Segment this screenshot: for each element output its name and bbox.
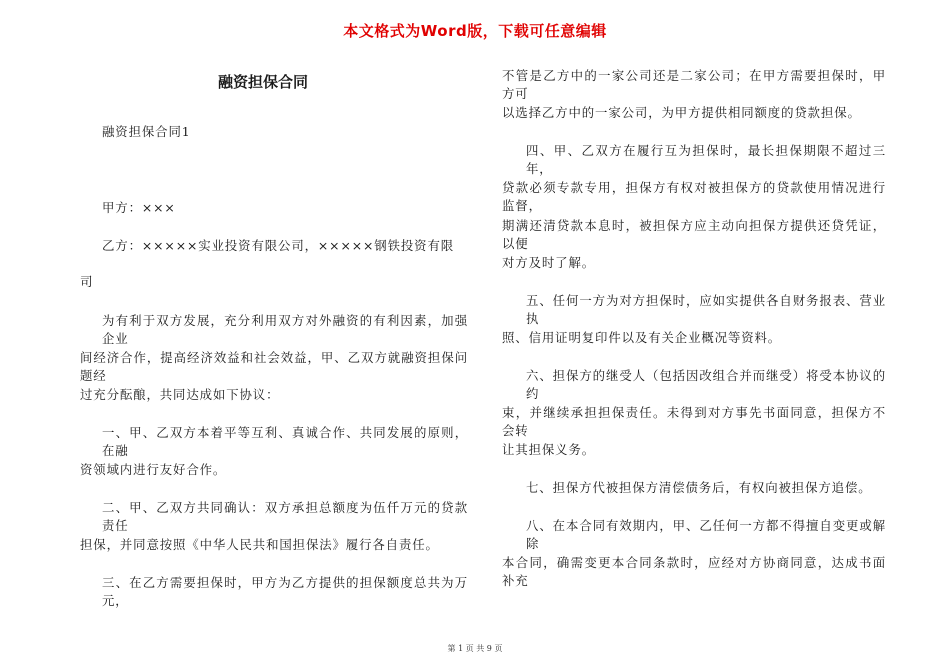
clause-6-line-2: 束，并继续承担担保责任。未得到对方事先书面同意，担保方不会转 <box>502 405 886 438</box>
party-b-line: 乙方：×××××实业投资有限公司，×××××钢铁投资有限 <box>102 238 455 253</box>
clause-4-line-3: 期满还清贷款本息时，被担保方应主动向担保方提供还贷凭证，以便 <box>502 218 886 251</box>
party-b-line-cont: 司 <box>80 274 94 289</box>
document-title: 融资担保合同 <box>217 73 308 91</box>
clause-6-line-1: 六、担保方的继受人（包括因改组合并而继受）将受本协议的约 <box>526 368 886 401</box>
clause-7-line-1: 七、担保方代被担保方清偿债务后，有权向被担保方追偿。 <box>526 480 872 495</box>
clause-4-line-2: 贷款必须专款专用，担保方有权对被担保方的贷款使用情况进行监督， <box>502 180 886 213</box>
preamble-line-3: 过充分酝酿，共同达成如下协议： <box>80 387 280 402</box>
preamble-line-2: 间经济合作，提高经济效益和社会效益，甲、乙双方就融资担保问题经 <box>80 350 468 383</box>
clause-4-line-1: 四、甲、乙双方在履行互为担保时，最长担保期限不超过三年， <box>526 143 886 176</box>
clause-8-line-1: 八、在本合同有效期内，甲、乙任何一方都不得擅自变更或解除 <box>526 518 886 551</box>
clause-2-line-2: 担保，并同意按照《中华人民共和国担保法》履行各自责任。 <box>80 537 439 552</box>
clause-1-line-2: 资领域内进行友好合作。 <box>80 462 227 477</box>
clause-5-line-2: 照、信用证明复印件以及有关企业概况等资料。 <box>502 330 782 345</box>
clause-1-line-1: 一、甲、乙双方本着平等互利、真诚合作、共同发展的原则，在融 <box>102 425 468 458</box>
clause-3-line-3: 以选择乙方中的一家公司，为甲方提供相同额度的贷款担保。 <box>502 105 861 120</box>
clause-4-line-4: 对方及时了解。 <box>502 255 596 270</box>
clause-8-line-2: 本合同，确需变更本合同条款时，应经对方协商同意，达成书面补充 <box>502 555 886 588</box>
clause-3-line-1: 三、在乙方需要担保时，甲方为乙方提供的担保额度总共为万元， <box>102 575 468 608</box>
clause-5-line-1: 五、任何一方为对方担保时，应如实提供各自财务报表、营业执 <box>526 293 886 326</box>
clause-6-line-3: 让其担保义务。 <box>502 442 596 457</box>
word-format-banner: 本文格式为Word版，下载可任意编辑 <box>343 22 607 40</box>
subtitle-line: 融资担保合同1 <box>102 124 191 139</box>
clause-3-line-2: 不管是乙方中的一家公司还是二家公司；在甲方需要担保时，甲方可 <box>502 68 886 101</box>
preamble-line-1: 为有利于双方发展，充分利用双方对外融资的有利因素，加强企业 <box>102 313 468 346</box>
page-number: 第 1 页 共 9 页 <box>447 644 503 653</box>
party-a-line: 甲方：××× <box>102 200 176 215</box>
clause-2-line-1: 二、甲、乙双方共同确认：双方承担总额度为伍仟万元的贷款责任 <box>102 500 468 533</box>
